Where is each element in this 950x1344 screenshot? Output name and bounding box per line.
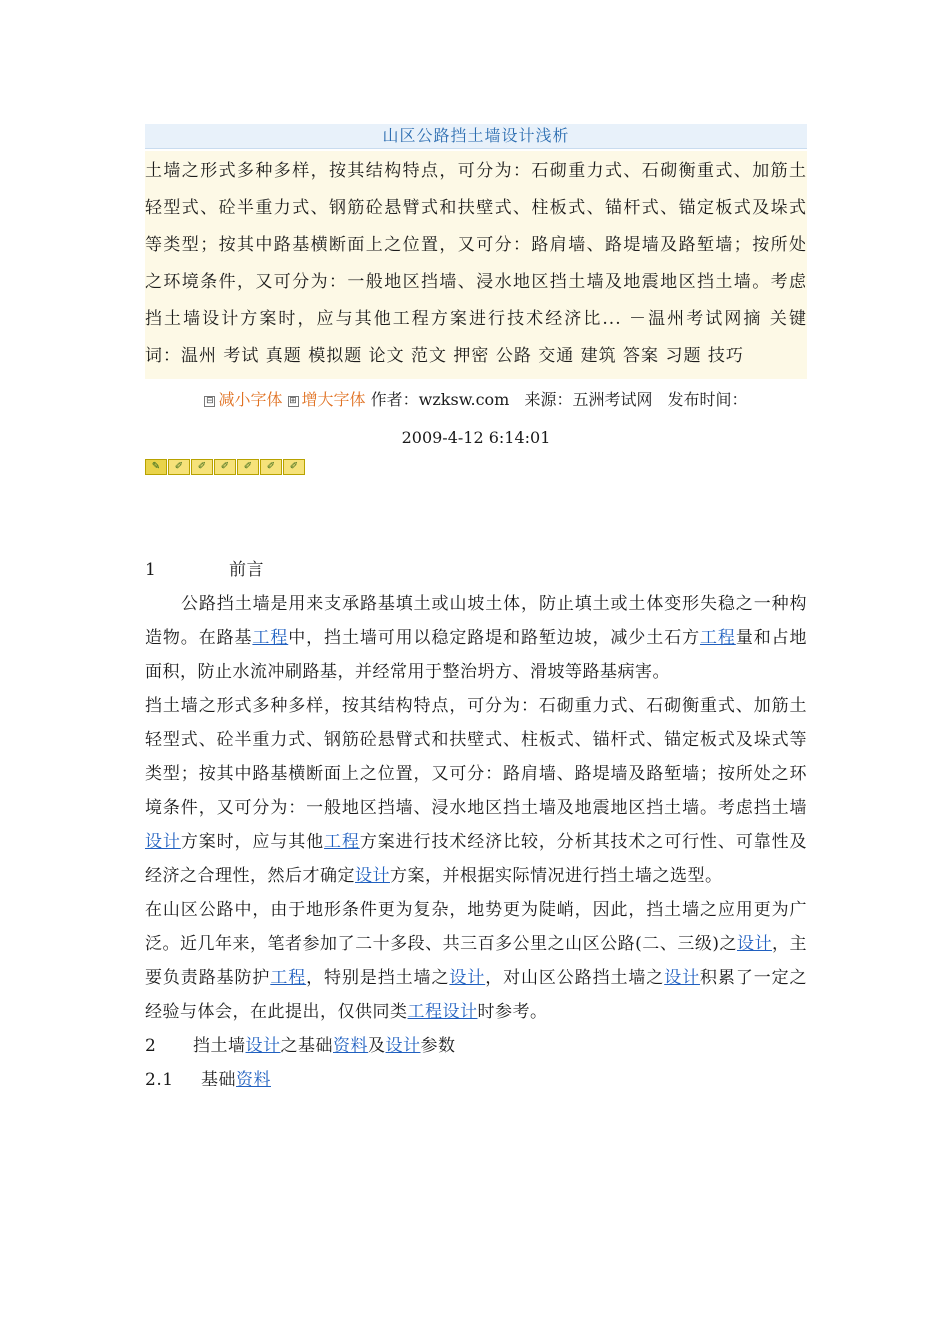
text: 方案，并根据实际情况进行挡土墙之选型。: [390, 866, 723, 886]
pen-icon[interactable]: ✐: [260, 459, 282, 475]
article-summary: 土墙之形式多种多样，按其结构特点，可分为：石砌重力式、石砌衡重式、加筋土轻型式、砼半重力式、钢筋砼悬臂式和扶壁式、柱板式、锚杆式、锚定板式及垛式等类型；按其中路基横断面上之位置，又可分：路肩墙、路堤墙及路堑墙；按所处之环境条件，又可分为：一般地区挡墙、浸水地区挡土墙及地震地区挡土墙。考虑挡土墙设计方案时，应与其他工程方案进行技术经济比... －温州考试网摘 关键词：温州 考试 真题 模拟题 论文 范文 押密 公路 交通 建筑 答案 习题 技巧: [145, 151, 807, 379]
text: 公路挡土墙是用来支承路基填土或山坡土体，防止填土或土体变形失稳之一种构造物。在路基: [145, 594, 807, 648]
text: 方案时，应与其他: [180, 832, 325, 852]
article-title: 山区公路挡土墙设计浅析: [145, 124, 807, 149]
paragraph: [145, 587, 807, 689]
link-design[interactable]: 设计: [449, 968, 486, 988]
text: 及: [368, 1036, 386, 1056]
link-engineering[interactable]: 工程: [324, 832, 360, 852]
published-date: 2009-4-12 6:14:01: [401, 428, 551, 447]
section-number: 1: [145, 560, 157, 580]
paragraph: [145, 689, 807, 893]
pen-icon[interactable]: ✐: [191, 459, 213, 475]
section-heading: [145, 1063, 807, 1097]
text: 积累了一定之经验与体会，在此提出，仅供同类: [145, 968, 808, 1022]
text: 挡土墙之形式多种多样，按其结构特点，可分为：石砌重力式、石砌衡重式、加筋土轻型式、砼半重力式、钢筋砼悬臂式和扶壁式、柱板式、锚杆式、锚定板式及垛式等类型；按其中路基横断面上之位置，又可分：路肩墙、路堤墙及路堑墙；按所处之环境条件，又可分为：一般地区挡墙、浸水地区挡土墙及地震地区挡土墙。考虑挡土墙: [145, 696, 807, 818]
pen-icon[interactable]: ✐: [168, 459, 190, 475]
text: 中，挡土墙可用以稳定路堤和路堑边坡，减少土石方: [288, 628, 700, 648]
author: 作者：wzksw.com: [370, 390, 510, 409]
minus-box-icon[interactable]: ⊟: [206, 396, 214, 406]
text: 参数: [420, 1036, 456, 1056]
link-materials[interactable]: 资料: [333, 1036, 368, 1056]
article-body: [145, 553, 807, 1097]
link-design[interactable]: 设计: [245, 1036, 281, 1056]
article: [145, 124, 807, 1097]
section-title: 前言: [229, 560, 264, 580]
source: 来源：五洲考试网: [524, 390, 653, 409]
first-icon[interactable]: ✎: [145, 459, 167, 475]
text: ，特别是挡土墙之: [306, 968, 450, 988]
link-design[interactable]: 设计: [145, 832, 181, 852]
pen-icon[interactable]: ✐: [283, 459, 305, 475]
section-number: 2.1: [145, 1070, 174, 1090]
toolbar-icons: [145, 459, 807, 475]
published-label: 发布时间：: [667, 390, 748, 409]
text: 基础: [201, 1070, 236, 1090]
article-meta: [145, 381, 807, 457]
section-number: 2: [145, 1036, 157, 1056]
increase-font-button[interactable]: 增大字体: [301, 390, 366, 409]
link-materials[interactable]: 资料: [236, 1070, 271, 1090]
text: 挡土墙: [193, 1036, 246, 1056]
plus-box-icon[interactable]: ⊞: [289, 396, 297, 406]
link-engineering[interactable]: 工程: [700, 628, 736, 648]
decrease-font-button[interactable]: 减小字体: [218, 390, 283, 409]
section-heading: [145, 1029, 807, 1063]
link-design[interactable]: 设计: [355, 866, 390, 886]
text: 之基础: [280, 1036, 333, 1056]
link-engineering-design[interactable]: 工程设计: [407, 1002, 478, 1022]
link-engineering[interactable]: 工程: [252, 628, 289, 648]
link-design[interactable]: 设计: [664, 968, 701, 988]
text: ，主要负责路基防护: [145, 934, 808, 988]
text: 在山区公路中，由于地形条件更为复杂，地势更为陡峭，因此，挡土墙之应用更为广泛。近几年来，笔者参加了二十多段、共三百多公里之山区公路(二、三级)之: [145, 900, 807, 954]
section-heading: [145, 553, 807, 587]
link-design[interactable]: 设计: [385, 1036, 421, 1056]
paragraph: [145, 893, 807, 1029]
text: 方案进行技术经济比较，分析其技术之可行性、可靠性及经济之合理性，然后才确定: [145, 832, 808, 886]
text: 量和占地面积，防止水流冲刷路基，并经常用于整治坍方、滑坡等路基病害。: [145, 628, 808, 682]
text: ，对山区公路挡土墙之: [485, 968, 665, 988]
pen-icon[interactable]: ✐: [237, 459, 259, 475]
pen-icon[interactable]: ✐: [214, 459, 236, 475]
link-engineering[interactable]: 工程: [270, 968, 307, 988]
text: 时参考。: [477, 1002, 548, 1022]
link-design[interactable]: 设计: [736, 934, 772, 954]
